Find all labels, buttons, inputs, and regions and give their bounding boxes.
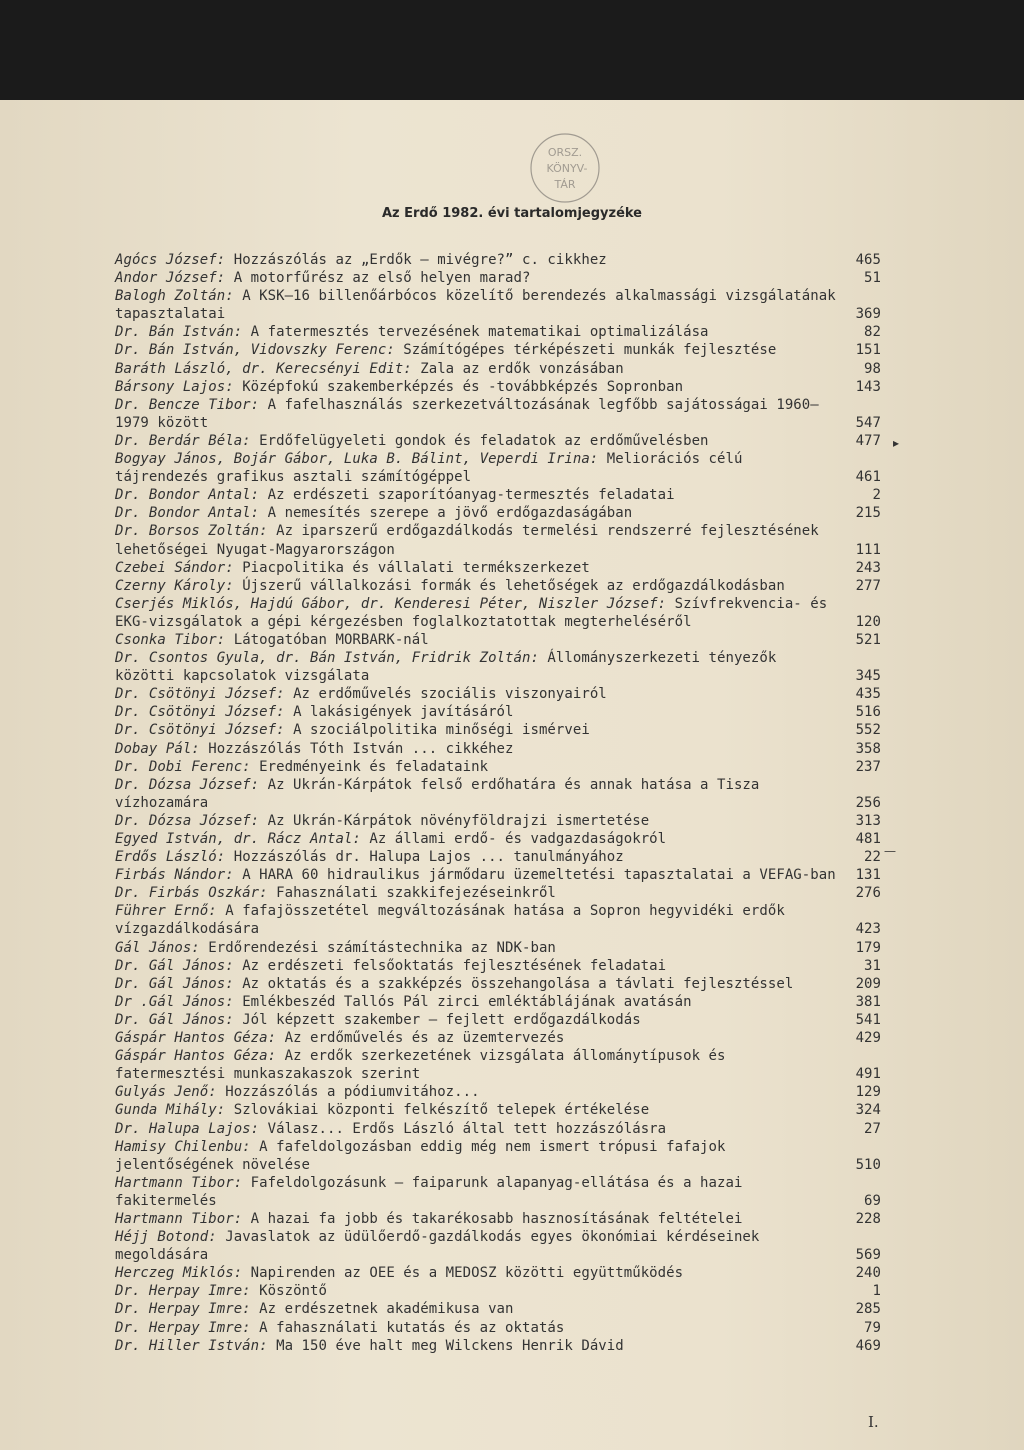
toc-entry-text (115, 323, 847, 341)
toc-page-number: 276 (855, 885, 881, 902)
toc-author: Dr. Bán István, Vidovszky Ferenc: (115, 342, 395, 359)
toc-title: Az erdészetnek akadémikusa van (259, 1301, 514, 1318)
toc-page-number: 345 (855, 668, 881, 685)
toc-entry-text (115, 522, 847, 558)
table-of-contents (115, 251, 881, 1355)
toc-entry (115, 341, 881, 359)
toc-entry (115, 812, 881, 830)
toc-entry-text (115, 758, 847, 776)
stamp-line-3: TÁR (554, 178, 576, 191)
toc-title: Javaslatok az üdülőerdő-gazdálkodás egyes ökonómiai kérdéseinek megoldására (115, 1229, 760, 1264)
toc-page-number: 143 (855, 378, 881, 395)
toc-author: Dr. Csötönyi József: (115, 704, 285, 721)
toc-author: Andor József: (115, 270, 226, 287)
toc-author: Dr .Gál János: (115, 993, 234, 1010)
toc-title: Erdőfelügyeleti gondok és feladatok az erdőművelésben (259, 432, 709, 449)
toc-page-number: 79 (864, 1319, 881, 1336)
toc-page-number: 51 (864, 270, 881, 287)
toc-entry-text (115, 866, 847, 884)
toc-entry (115, 631, 881, 649)
toc-page-number: 209 (855, 975, 881, 992)
toc-entry (115, 378, 881, 396)
toc-author: Gulyás Jenő: (115, 1084, 217, 1101)
toc-page-number: 313 (855, 812, 881, 829)
toc-title: Az erdőművelés szociális viszonyairól (293, 686, 607, 703)
toc-title: Látogatóban MORBARK-nál (233, 631, 429, 648)
toc-entry (115, 323, 881, 341)
toc-page-number: 277 (855, 577, 881, 594)
toc-author: Dr. Bán István: (115, 324, 243, 341)
toc-page-number: 31 (864, 957, 881, 974)
toc-entry (115, 1011, 881, 1029)
toc-page-number: 569 (855, 1247, 881, 1264)
margin-dash-mark: — (884, 844, 896, 858)
toc-entry-text (115, 703, 847, 721)
toc-title: Piacpolitika és vállalati termékszerkezet (242, 559, 590, 576)
toc-author: Egyed István, dr. Rácz Antal: (115, 831, 361, 847)
toc-entry (115, 830, 881, 848)
toc-title: Meliorációs célú tájrendezés grafikus asztali számítógéppel (115, 451, 743, 486)
toc-page-number: 22 (864, 849, 881, 866)
toc-entry (115, 848, 881, 866)
toc-entry-text (115, 993, 847, 1011)
toc-entry (115, 1210, 881, 1228)
toc-author: Dr. Gál János: (115, 1011, 234, 1028)
toc-entry-text (115, 649, 847, 685)
toc-author: Héjj Botond: (115, 1229, 217, 1246)
toc-entry (115, 1083, 881, 1101)
document-page (0, 100, 1024, 1450)
toc-entry-text (115, 1011, 847, 1029)
toc-entry (115, 1101, 881, 1119)
toc-entry (115, 721, 881, 739)
toc-page-number: 358 (855, 740, 881, 757)
toc-page-number: 237 (855, 758, 881, 775)
toc-entry-text (115, 1047, 847, 1083)
toc-entry (115, 432, 881, 450)
toc-title: Az Ukrán-Kárpátok növényföldrajzi ismertetése (267, 812, 650, 829)
toc-author: Dr. Halupa Lajos: (115, 1120, 260, 1137)
toc-entry-text (115, 1337, 847, 1355)
toc-author: Agócs József: (115, 252, 226, 268)
toc-entry-text (115, 884, 847, 902)
toc-page-number: 324 (855, 1102, 881, 1119)
toc-page-number: 469 (855, 1337, 881, 1354)
toc-page-number: 461 (855, 469, 881, 486)
toc-page-number: 129 (855, 1084, 881, 1101)
toc-entry (115, 577, 881, 595)
toc-title: Hozzászólás dr. Halupa Lajos ... tanulmányához (233, 849, 624, 866)
toc-entry-text (115, 287, 847, 323)
toc-author: Hartmann Tibor: (115, 1210, 243, 1227)
toc-entry-text (115, 360, 847, 378)
toc-entry (115, 450, 881, 486)
toc-page-number: 256 (855, 794, 881, 811)
toc-page-number: 82 (864, 324, 881, 341)
toc-entry-text (115, 577, 847, 595)
toc-author: Hartmann Tibor: (115, 1174, 243, 1191)
toc-entry-text (115, 251, 847, 269)
toc-page-number: 429 (855, 1030, 881, 1047)
toc-entry (115, 957, 881, 975)
toc-page-number: 516 (855, 704, 881, 721)
toc-author: Czebei Sándor: (115, 559, 234, 576)
toc-page-number: 552 (855, 722, 881, 739)
toc-entry (115, 287, 881, 323)
toc-entry-text (115, 957, 847, 975)
toc-author: Dr. Firbás Oszkár: (115, 885, 268, 902)
toc-title: Az erdészeti felsőoktatás fejlesztésének feladatai (242, 957, 667, 974)
toc-author: Dr. Dózsa József: (115, 776, 260, 793)
toc-entry-text (115, 1120, 847, 1138)
toc-entry-text (115, 812, 847, 830)
toc-page-number: 2 (872, 487, 881, 504)
toc-author: Herczeg Miklós: (115, 1265, 243, 1282)
toc-page-number: 285 (855, 1301, 881, 1318)
toc-title: A hazai fa jobb és takarékosabb hasznosításának feltételei (250, 1210, 743, 1227)
toc-page-number: 510 (855, 1156, 881, 1173)
toc-entry (115, 703, 881, 721)
toc-page-number: 541 (855, 1011, 881, 1028)
toc-title: Hozzászólás az „Erdők — mivégre?” c. cikkhez (233, 252, 607, 268)
toc-entry (115, 939, 881, 957)
toc-page-number: 98 (864, 360, 881, 377)
toc-entry-text (115, 504, 847, 522)
page-number: I. (868, 1413, 879, 1431)
toc-title: Szívfrekvencia- és EKG-vizsgálatok a gépi kérgezésben foglalkoztatottak megterheléséről (115, 595, 828, 630)
toc-title: A nemesítés szerepe a jövő erdőgazdaságában (267, 505, 633, 522)
toc-author: Firbás Nándor: (115, 867, 234, 884)
toc-title: Az erdőművelés és az üzemtervezés (284, 1030, 565, 1047)
library-stamp-icon (525, 128, 605, 208)
toc-page-number: 111 (855, 541, 881, 558)
toc-author: Dobay Pál: (115, 740, 200, 757)
toc-page-number: 179 (855, 939, 881, 956)
toc-title: Az állami erdő- és vadgazdaságokról (369, 831, 667, 847)
toc-page-number: 131 (855, 867, 881, 884)
toc-entry (115, 649, 881, 685)
toc-author: Baráth László, dr. Kerecsényi Edit: (115, 360, 412, 377)
toc-author: Dr. Csötönyi József: (115, 686, 285, 703)
toc-entry (115, 1228, 881, 1264)
toc-title: Válasz... Erdős László által tett hozzászólásra (267, 1120, 667, 1137)
toc-title: A fafelhasználás szerkezetváltozásának legfőbb sajátosságai 1960—1979 között (115, 396, 819, 431)
toc-entry (115, 1264, 881, 1282)
toc-author: Dr. Dózsa József: (115, 812, 260, 829)
toc-entry-text (115, 740, 847, 758)
toc-author: Dr. Borsos Zoltán: (115, 523, 268, 540)
toc-entry-text (115, 396, 847, 432)
toc-page-number: 481 (855, 831, 881, 847)
toc-title: A fafeldolgozásban eddig még nem ismert trópusi fafajok jelentőségének növelése (115, 1138, 726, 1173)
toc-entry-text (115, 1138, 847, 1174)
toc-author: Dr. Dobi Ferenc: (115, 758, 251, 775)
toc-title: Zala az erdők vonzásában (420, 360, 624, 377)
toc-author: Dr. Bondor Antal: (115, 505, 260, 522)
toc-entry-text (115, 450, 847, 486)
toc-title: A motorfűrész az első helyen marad? (233, 270, 531, 287)
stamp-line-2: KÖNYV- (546, 162, 588, 175)
toc-entry (115, 269, 881, 287)
toc-entry-text (115, 559, 847, 577)
toc-title: A fahasználati kutatás és az oktatás (259, 1319, 565, 1336)
toc-entry (115, 776, 881, 812)
toc-entry-text (115, 341, 847, 359)
toc-author: Dr. Csötönyi József: (115, 722, 285, 739)
toc-entry-text (115, 721, 847, 739)
toc-page-number: 547 (855, 414, 881, 431)
toc-title: Az iparszerű erdőgazdálkodás termelési rendszerré fejlesztésének lehetőségei Nyugat-Magyarországon (115, 523, 819, 558)
toc-entry-text (115, 1228, 847, 1264)
toc-entry (115, 758, 881, 776)
toc-page-number: 1 (872, 1283, 881, 1300)
toc-entry-text (115, 432, 847, 450)
toc-entry (115, 1047, 881, 1083)
toc-author: Balogh Zoltán: (115, 288, 234, 305)
toc-author: Gáspár Hantos Géza: (115, 1030, 277, 1047)
toc-entry (115, 595, 881, 631)
toc-author: Dr. Gál János: (115, 975, 234, 992)
toc-title: Köszöntő (259, 1283, 327, 1300)
toc-entry (115, 396, 881, 432)
toc-entry (115, 685, 881, 703)
toc-entry (115, 360, 881, 378)
toc-author: Gál János: (115, 939, 200, 956)
toc-title: Újszerű vállalkozási formák és lehetőségek az erdőgazdálkodásban (242, 577, 785, 594)
toc-entry-text (115, 269, 847, 287)
margin-arrow-mark: ▸ (893, 436, 900, 450)
toc-title: Középfokú szakemberképzés és -továbbképzés Sopronban (242, 378, 684, 395)
toc-title: Fahasználati szakkifejezéseinkről (276, 885, 556, 902)
toc-author: Dr. Herpay Imre: (115, 1319, 251, 1336)
toc-author: Dr. Csontos Gyula, dr. Bán István, Fridrik Zoltán: (115, 650, 539, 667)
toc-title: A lakásigények javításáról (293, 704, 514, 721)
toc-entry (115, 1300, 881, 1318)
toc-entry-text (115, 378, 847, 396)
toc-page-number: 120 (855, 613, 881, 630)
toc-entry-text (115, 939, 847, 957)
toc-author: Dr. Gál János: (115, 957, 234, 974)
toc-entry (115, 975, 881, 993)
toc-entry-text (115, 631, 847, 649)
toc-author: Führer Ernő: (115, 903, 217, 920)
toc-title: Számítógépes térképészeti munkák fejlesztése (403, 342, 777, 359)
toc-page-number: 151 (855, 342, 881, 359)
toc-title: Jól képzett szakember — fejlett erdőgazdálkodás (242, 1011, 641, 1028)
toc-page-number: 215 (855, 505, 881, 522)
toc-author: Czerny Károly: (115, 577, 234, 594)
toc-page-number: 435 (855, 686, 881, 703)
toc-entry (115, 884, 881, 902)
toc-entry-text (115, 975, 847, 993)
toc-title: A szociálpolitika minőségi ismérvei (293, 722, 590, 739)
toc-author: Dr. Bencze Tibor: (115, 396, 260, 413)
toc-entry-text (115, 685, 847, 703)
toc-author: Gáspár Hantos Géza: (115, 1048, 277, 1065)
toc-entry (115, 504, 881, 522)
toc-entry-text (115, 1174, 847, 1210)
toc-title: Fafeldolgozásunk — faiparunk alapanyag-ellátása és a hazai fakitermelés (115, 1174, 743, 1209)
toc-title: A fafajösszetétel megváltozásának hatása a Sopron hegyvidéki erdők vízgazdálkodására (115, 903, 785, 938)
toc-entry-text (115, 830, 847, 848)
toc-entry-text (115, 595, 847, 631)
toc-title: Ma 150 éve halt meg Wilckens Henrik Dávid (276, 1337, 624, 1354)
toc-author: Csonka Tibor: (115, 631, 226, 648)
toc-entry (115, 522, 881, 558)
page-title: Az Erdő 1982. évi tartalomjegyzéke (382, 206, 642, 221)
toc-title: Emlékbeszéd Tallós Pál zirci emléktáblájának avatásán (242, 993, 692, 1010)
toc-title: Erdőrendezési számítástechnika az NDK-ban (208, 939, 556, 956)
toc-title: Az oktatás és a szakképzés összehangolása a távlati fejlesztéssel (242, 975, 794, 992)
toc-entry-text (115, 486, 847, 504)
toc-author: Gunda Mihály: (115, 1102, 226, 1119)
toc-page-number: 243 (855, 559, 881, 576)
toc-author: Dr. Berdár Béla: (115, 432, 251, 449)
toc-entry-text (115, 1083, 847, 1101)
toc-page-number: 381 (855, 993, 881, 1010)
toc-page-number: 465 (855, 252, 881, 268)
toc-title: Hozzászólás a pódiumvitához... (225, 1084, 480, 1101)
toc-author: Dr. Herpay Imre: (115, 1301, 251, 1318)
toc-author: Dr. Herpay Imre: (115, 1283, 251, 1300)
toc-entry-text (115, 1264, 847, 1282)
toc-entry (115, 740, 881, 758)
toc-entry (115, 1282, 881, 1300)
toc-page-number: 69 (864, 1192, 881, 1209)
toc-entry-text (115, 902, 847, 938)
toc-title: Állományszerkezeti tényezők közötti kapcsolatok vizsgálata (115, 650, 777, 685)
toc-title: Az erdészeti szaporítóanyag-termesztés feladatai (267, 487, 675, 504)
toc-page-number: 423 (855, 921, 881, 938)
toc-entry (115, 866, 881, 884)
toc-author: Bogyay János, Bojár Gábor, Luka B. Bálint, Veperdi Irina: (115, 451, 599, 468)
toc-entry (115, 1138, 881, 1174)
toc-entry (115, 1029, 881, 1047)
toc-title: Hozzászólás Tóth István ... cikkéhez (208, 740, 514, 757)
toc-author: Dr. Bondor Antal: (115, 487, 260, 504)
toc-entry (115, 1319, 881, 1337)
toc-title: A fatermesztés tervezésének matematikai optimalizálása (250, 324, 709, 341)
toc-title: Napirenden az OEE és a MEDOSZ közötti együttműködés (250, 1265, 684, 1282)
toc-entry-text (115, 1300, 847, 1318)
toc-title: Szlovákiai központi felkészítő telepek értékelése (233, 1102, 650, 1119)
toc-entry (115, 1120, 881, 1138)
toc-author: Hamisy Chilenbu: (115, 1138, 251, 1155)
toc-title: Az Ukrán-Kárpátok felső erdőhatára és annak hatása a Tisza vízhozamára (115, 776, 760, 811)
toc-entry (115, 993, 881, 1011)
toc-page-number: 521 (855, 631, 881, 648)
toc-page-number: 240 (855, 1265, 881, 1282)
stamp-line-1: ORSZ. (547, 146, 583, 159)
toc-entry (115, 559, 881, 577)
toc-author: Erdős László: (115, 849, 226, 866)
toc-author: Bársony Lajos: (115, 378, 234, 395)
toc-entry (115, 1174, 881, 1210)
toc-entry-text (115, 1282, 847, 1300)
toc-entry-text (115, 1101, 847, 1119)
toc-entry-text (115, 848, 847, 866)
toc-entry-text (115, 1319, 847, 1337)
toc-title: Eredményeink és feladataink (259, 758, 489, 775)
toc-author: Dr. Hiller István: (115, 1337, 268, 1354)
toc-page-number: 477 (855, 432, 881, 449)
toc-entry (115, 1337, 881, 1355)
toc-entry-text (115, 1210, 847, 1228)
toc-entry (115, 902, 881, 938)
toc-author: Cserjés Miklós, Hajdú Gábor, dr. Kenderesi Péter, Niszler József: (115, 595, 667, 612)
toc-entry-text (115, 776, 847, 812)
toc-page-number: 27 (864, 1120, 881, 1137)
toc-title: A HARA 60 hidraulikus jármődaru üzemeltetési tapasztalatai a VEFAG-ban (242, 867, 836, 884)
toc-page-number: 369 (855, 306, 881, 323)
toc-page-number: 228 (855, 1210, 881, 1227)
toc-title: A KSK—16 billenőárbócos közelítő berendezés alkalmassági vizsgálatának tapasztalatai (115, 288, 836, 323)
toc-title: Az erdők szerkezetének vizsgálata állománytípusok és fatermesztési munkaszakaszok szerint (115, 1048, 726, 1083)
toc-page-number: 491 (855, 1066, 881, 1083)
toc-entry (115, 251, 881, 269)
toc-entry (115, 486, 881, 504)
toc-entry-text (115, 1029, 847, 1047)
